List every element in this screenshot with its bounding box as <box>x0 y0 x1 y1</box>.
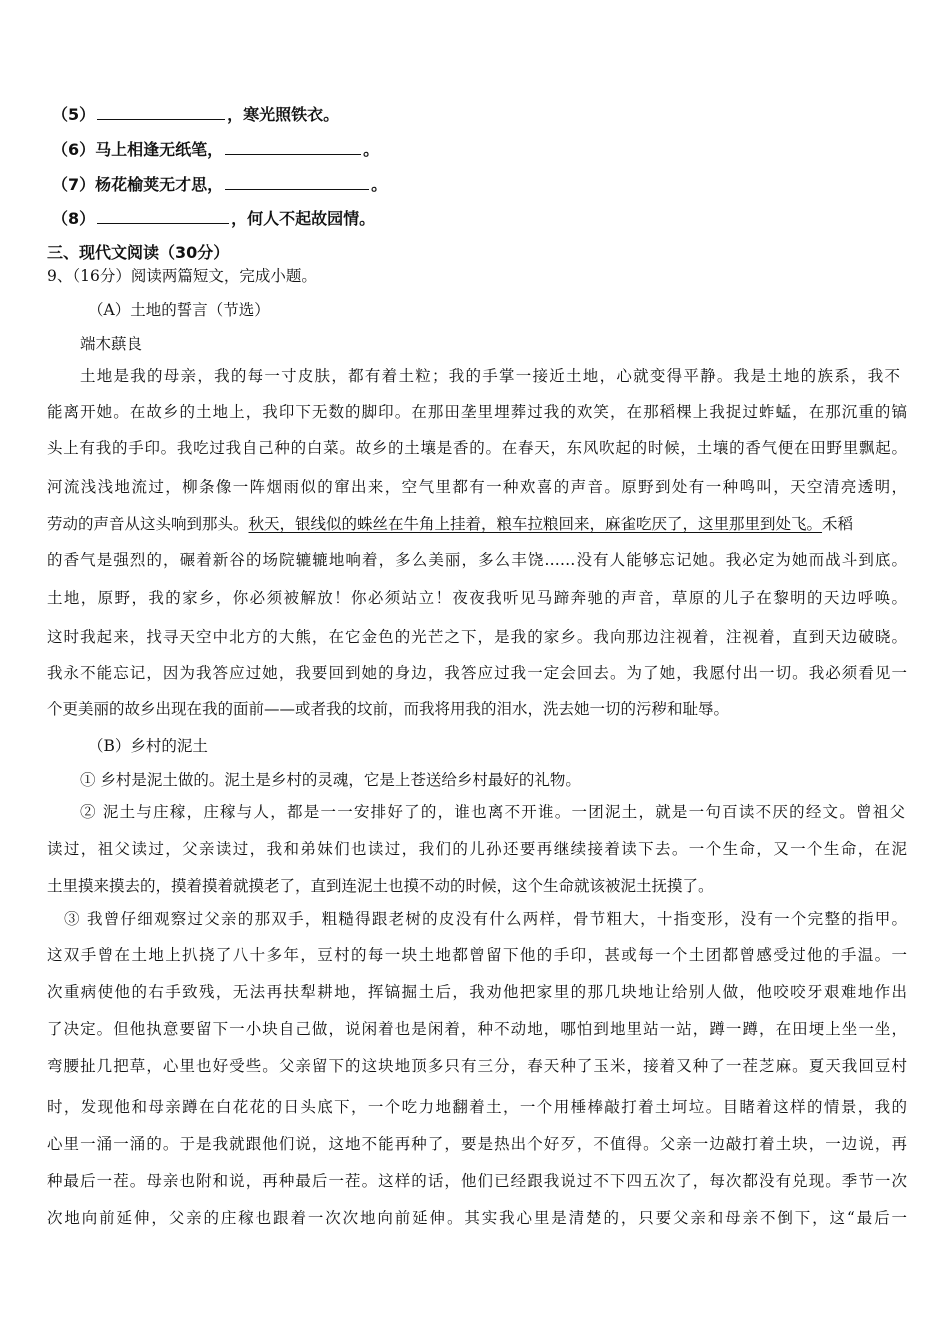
fill-item-5 <box>52 102 339 125</box>
passage-a-line: 这时我起来，找寻天空中北方的大熊，在它金色的光芒之下，是我的家乡。我向那边注视着，注视着，直到天边破晓。 <box>47 628 907 646</box>
section-title: 三、现代文阅读（30分） <box>47 243 230 262</box>
item-number: （5） <box>52 105 96 124</box>
passage-b-line: 土里摸来摸去的，摸着摸着就摸老了，直到连泥土也摸不动的时候，这个生命就该被泥土抚摸了。 <box>47 877 714 895</box>
answer-blank[interactable] <box>225 174 369 190</box>
answer-blank[interactable] <box>97 208 229 224</box>
underlined-sentence: 秋天，银线似的蛛丝在牛角上挂着，粮车拉粮回来，麻雀吃厌了，这里那里到处飞。 <box>248 515 823 533</box>
passage-a-title: （A）土地的誓言（节选） <box>88 301 270 319</box>
passage-b-line: ③ 我曾仔细观察过父亲的那双手，粗糙得跟老树的皮没有什么两样，骨节粗大，十指变形，没有一个完整的指甲。 <box>64 910 907 928</box>
passage-b-line: 这双手曾在土地上扒挠了八十多年，豆村的每一块土地都曾留下他的手印，甚或每一个土团都曾感受过他的手温。一 <box>47 946 907 964</box>
passage-b-line: 种最后一茬。母亲也附和说，再种最后一茬。这样的话，他们已经跟我说过不下四五次了，每次都没有兑现。季节一次 <box>47 1172 907 1190</box>
passage-a-line: 能离开她。在故乡的土地上，我印下无数的脚印。在那田垄里埋葬过我的欢笑，在那稻棵上我捉过蚱蜢，在那沉重的镐 <box>47 403 907 421</box>
text-segment: 劳动的声音从这头响到那头。 <box>47 515 249 533</box>
answer-blank[interactable] <box>97 104 225 120</box>
item-text-before: 马上相逢无纸笔， <box>95 140 224 159</box>
fill-item-6 <box>52 137 379 160</box>
text-segment: 禾稻 <box>822 515 854 533</box>
passage-a-line: 河流浅浅地流过，柳条像一阵烟雨似的窜出来，空气里都有一种欢喜的声音。原野到处有一种鸣叫，天空清亮透明， <box>47 478 907 496</box>
item-text-after: 。 <box>363 140 380 159</box>
question-prompt: 9、（16分）阅读两篇短文，完成小题。 <box>47 267 317 285</box>
fill-item-8 <box>52 206 375 229</box>
item-number: （8） <box>52 209 96 228</box>
passage-b-paragraph-1: ① 乡村是泥土做的。泥土是乡村的灵魂，它是上苍送给乡村最好的礼物。 <box>80 771 581 789</box>
passage-a-line: 的香气是强烈的，碾着新谷的场院辘辘地响着，多么美丽，多么丰饶……没有人能够忘记她。我必定为她而战斗到底。 <box>47 551 907 569</box>
passage-a-line: 个更美丽的故乡出现在我的面前——或者我的坟前，而我将用我的泪水，洗去她一切的污秽和耻辱。 <box>47 700 730 718</box>
passage-b-line: 读过，祖父读过，父亲读过，我和弟妹们也读过，我们的儿孙还要再继续接着读下去。一个生命，又一个生命，在泥 <box>47 840 907 858</box>
passage-b-line: 次地向前延伸，父亲的庄稼也跟着一次次地向前延伸。其实我心里是清楚的，只要父亲和母亲不倒下，这“最后一 <box>47 1209 907 1227</box>
passage-a-line: 我永不能忘记，因为我答应过她，我要回到她的身边，我答应过我一定会回去。为了她，我愿付出一切。我必须看见一 <box>47 664 907 682</box>
passage-b-title: （B）乡村的泥土 <box>88 737 208 755</box>
passage-a-line: 土地，原野，我的家乡，你必须被解放！你必须站立！夜夜我听见马蹄奔驰的声音，草原的儿子在黎明的天边呼唤。 <box>47 589 907 607</box>
passage-a-author: 端木蕻良 <box>80 335 143 353</box>
item-text-after: ，何人不起故园情。 <box>231 209 376 228</box>
passage-b-line: ② 泥土与庄稼，庄稼与人，都是一一安排好了的，谁也离不开谁。一团泥土，就是一句百读不厌的经文。曾祖父 <box>80 803 905 821</box>
passage-a-line-underlined <box>47 512 907 534</box>
item-text-after: 。 <box>371 175 388 194</box>
item-number: （7） <box>52 175 96 194</box>
item-text-before: 杨花榆荚无才思， <box>95 175 224 194</box>
passage-b-line: 了决定。但他执意要留下一小块自己做，说闲着也是闲着，种不动地，哪怕到地里站一站，蹲一蹲，在田埂上坐一坐， <box>47 1020 907 1038</box>
passage-b-line: 次重病使他的右手致残，无法再扶犁耕地，挥镐掘土后，我劝他把家里的那几块地让给别人做，他咬咬牙艰难地作出 <box>47 983 907 1001</box>
passage-a-line: 头上有我的手印。我吃过我自己种的白菜。故乡的土壤是香的。在春天，东风吹起的时候，土壤的香气便在田野里飘起。 <box>47 439 907 457</box>
item-text-after: ，寒光照铁衣。 <box>227 105 340 124</box>
fill-item-7 <box>52 172 387 195</box>
answer-blank[interactable] <box>225 139 361 155</box>
passage-b-line: 弯腰扯几把草，心里也好受些。父亲留下的这块地顶多只有三分，春天种了玉米，接着又种了一茬芝麻。夏天我回豆村 <box>47 1057 907 1075</box>
item-number: （6） <box>52 140 96 159</box>
passage-a-line: 土地是我的母亲，我的每一寸皮肤，都有着土粒；我的手掌一接近土地，心就变得平静。我是土地的族系，我不 <box>80 367 900 385</box>
passage-b-line: 时，发现他和母亲蹲在白花花的日头底下，一个吃力地翻着土，一个用棰棒敲打着土坷垃。目睹着这样的情景，我的 <box>47 1098 907 1116</box>
passage-b-line: 心里一涌一涌的。于是我就跟他们说，这地不能再种了，要是热出个好歹，不值得。父亲一边敲打着土块，一边说，再 <box>47 1135 907 1153</box>
